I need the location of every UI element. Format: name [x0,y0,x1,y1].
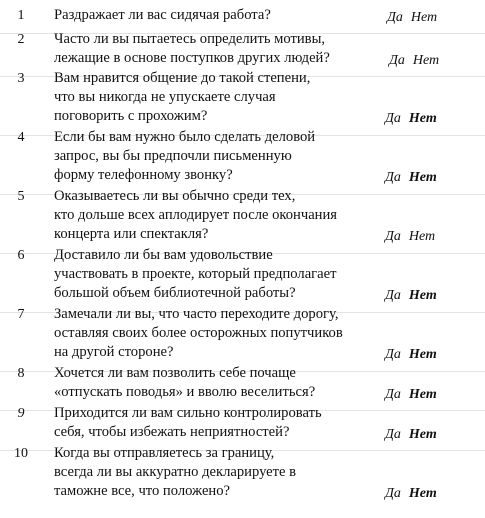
answer-no[interactable]: Нет [412,53,440,69]
question-text [54,444,384,502]
question-item [0,444,485,510]
question-number: 8 [17,366,25,381]
answer-no[interactable]: Нет [408,170,437,186]
question-text-line: Когда вы отправляетесь за границу, [54,445,275,461]
answer-no[interactable]: Нет [408,486,437,502]
question-text-line: концерта или спектакля? [54,226,209,243]
answer-options [387,8,437,27]
question-item [0,69,485,136]
question-number: 2 [17,32,25,47]
question-text-line: «отпускать поводья» и вволю веселиться? [54,384,316,401]
question-text-line: большой объем библиотечной работы? [54,285,296,302]
answer-options [385,484,437,503]
answer-no[interactable]: Нет [408,111,437,127]
question-number: 9 [17,406,25,421]
answer-yes[interactable]: Да [385,347,401,363]
question-item [0,128,485,195]
answer-yes[interactable]: Да [385,229,401,245]
question-text [54,69,384,127]
question-text-line: форму телефонному звонку? [54,167,233,184]
answer-no[interactable]: Нет [410,10,438,25]
answer-options [389,51,439,70]
question-text [54,364,384,402]
answer-options [385,109,437,128]
question-number: 7 [17,307,25,322]
answer-yes[interactable]: Да [385,288,401,304]
question-text-line: поговорить с прохожим? [54,108,208,125]
question-text [54,187,384,245]
question-text [54,246,384,304]
answer-options [385,286,437,305]
answer-yes[interactable]: Да [385,387,401,403]
answer-options [385,345,437,364]
question-text-line: Оказываетесь ли вы обычно среди тех, [54,188,296,204]
question-text-line: участвовать в проекте, который предполагает [54,266,337,283]
question-text-line: лежащие в основе поступков других людей? [54,50,330,67]
answer-yes[interactable]: Да [385,170,401,186]
question-text-line: Раздражает ли вас сидячая работа? [54,7,271,23]
question-item [0,187,485,254]
question-number: 6 [17,248,25,263]
answer-options [385,227,435,246]
answer-no[interactable]: Нет [408,229,436,245]
answer-options [385,425,437,444]
question-text-line: Хочется ли вам позволить себе почаще [54,365,296,381]
question-text-line: что вы никогда не упускаете случая [54,89,276,106]
question-item [0,305,485,372]
question-text-line: оставляя своих более осторожных попутчиков [54,325,343,342]
answer-no[interactable]: Нет [408,427,437,443]
question-number: 4 [17,130,25,145]
question-text-line: Приходится ли вам сильно контролировать [54,405,322,421]
question-text [54,128,384,186]
question-text-line: всегда ли вы аккуратно декларируете в [54,464,297,481]
question-text-line: Часто ли вы пытаетесь определить мотивы, [54,31,326,47]
answer-no[interactable]: Нет [408,288,437,304]
question-number: 5 [17,189,25,204]
question-text [54,30,384,68]
question-text-line: Замечали ли вы, что часто переходите дорогу, [54,306,339,322]
question-text-line: на другой стороне? [54,344,174,361]
question-item [0,246,485,313]
question-text [54,404,384,442]
question-text [54,6,384,25]
answer-options [385,168,437,187]
question-text-line: Если бы вам нужно было сделать деловой [54,129,316,145]
answer-yes[interactable]: Да [385,427,401,443]
question-text [54,305,384,363]
answer-yes[interactable]: Да [385,111,401,127]
answer-yes[interactable]: Да [389,53,405,69]
question-text-line: кто дольше всех аплодирует после окончания [54,207,338,224]
question-number: 10 [14,446,28,461]
question-text-line: таможне все, что положено? [54,483,231,500]
question-text-line: себя, чтобы избежать неприятностей? [54,424,290,441]
question-text-line: Вам нравится общение до такой степени, [54,70,311,86]
question-number: 3 [17,71,25,86]
answer-no[interactable]: Нет [408,387,437,403]
answer-no[interactable]: Нет [408,347,437,363]
answer-yes[interactable]: Да [387,10,403,25]
question-text-line: запрос, вы бы предпочли письменную [54,148,292,165]
answer-options [385,385,437,404]
answer-yes[interactable]: Да [385,486,401,502]
question-number: 1 [17,8,25,23]
question-text-line: Доставило ли бы вам удовольствие [54,247,273,263]
